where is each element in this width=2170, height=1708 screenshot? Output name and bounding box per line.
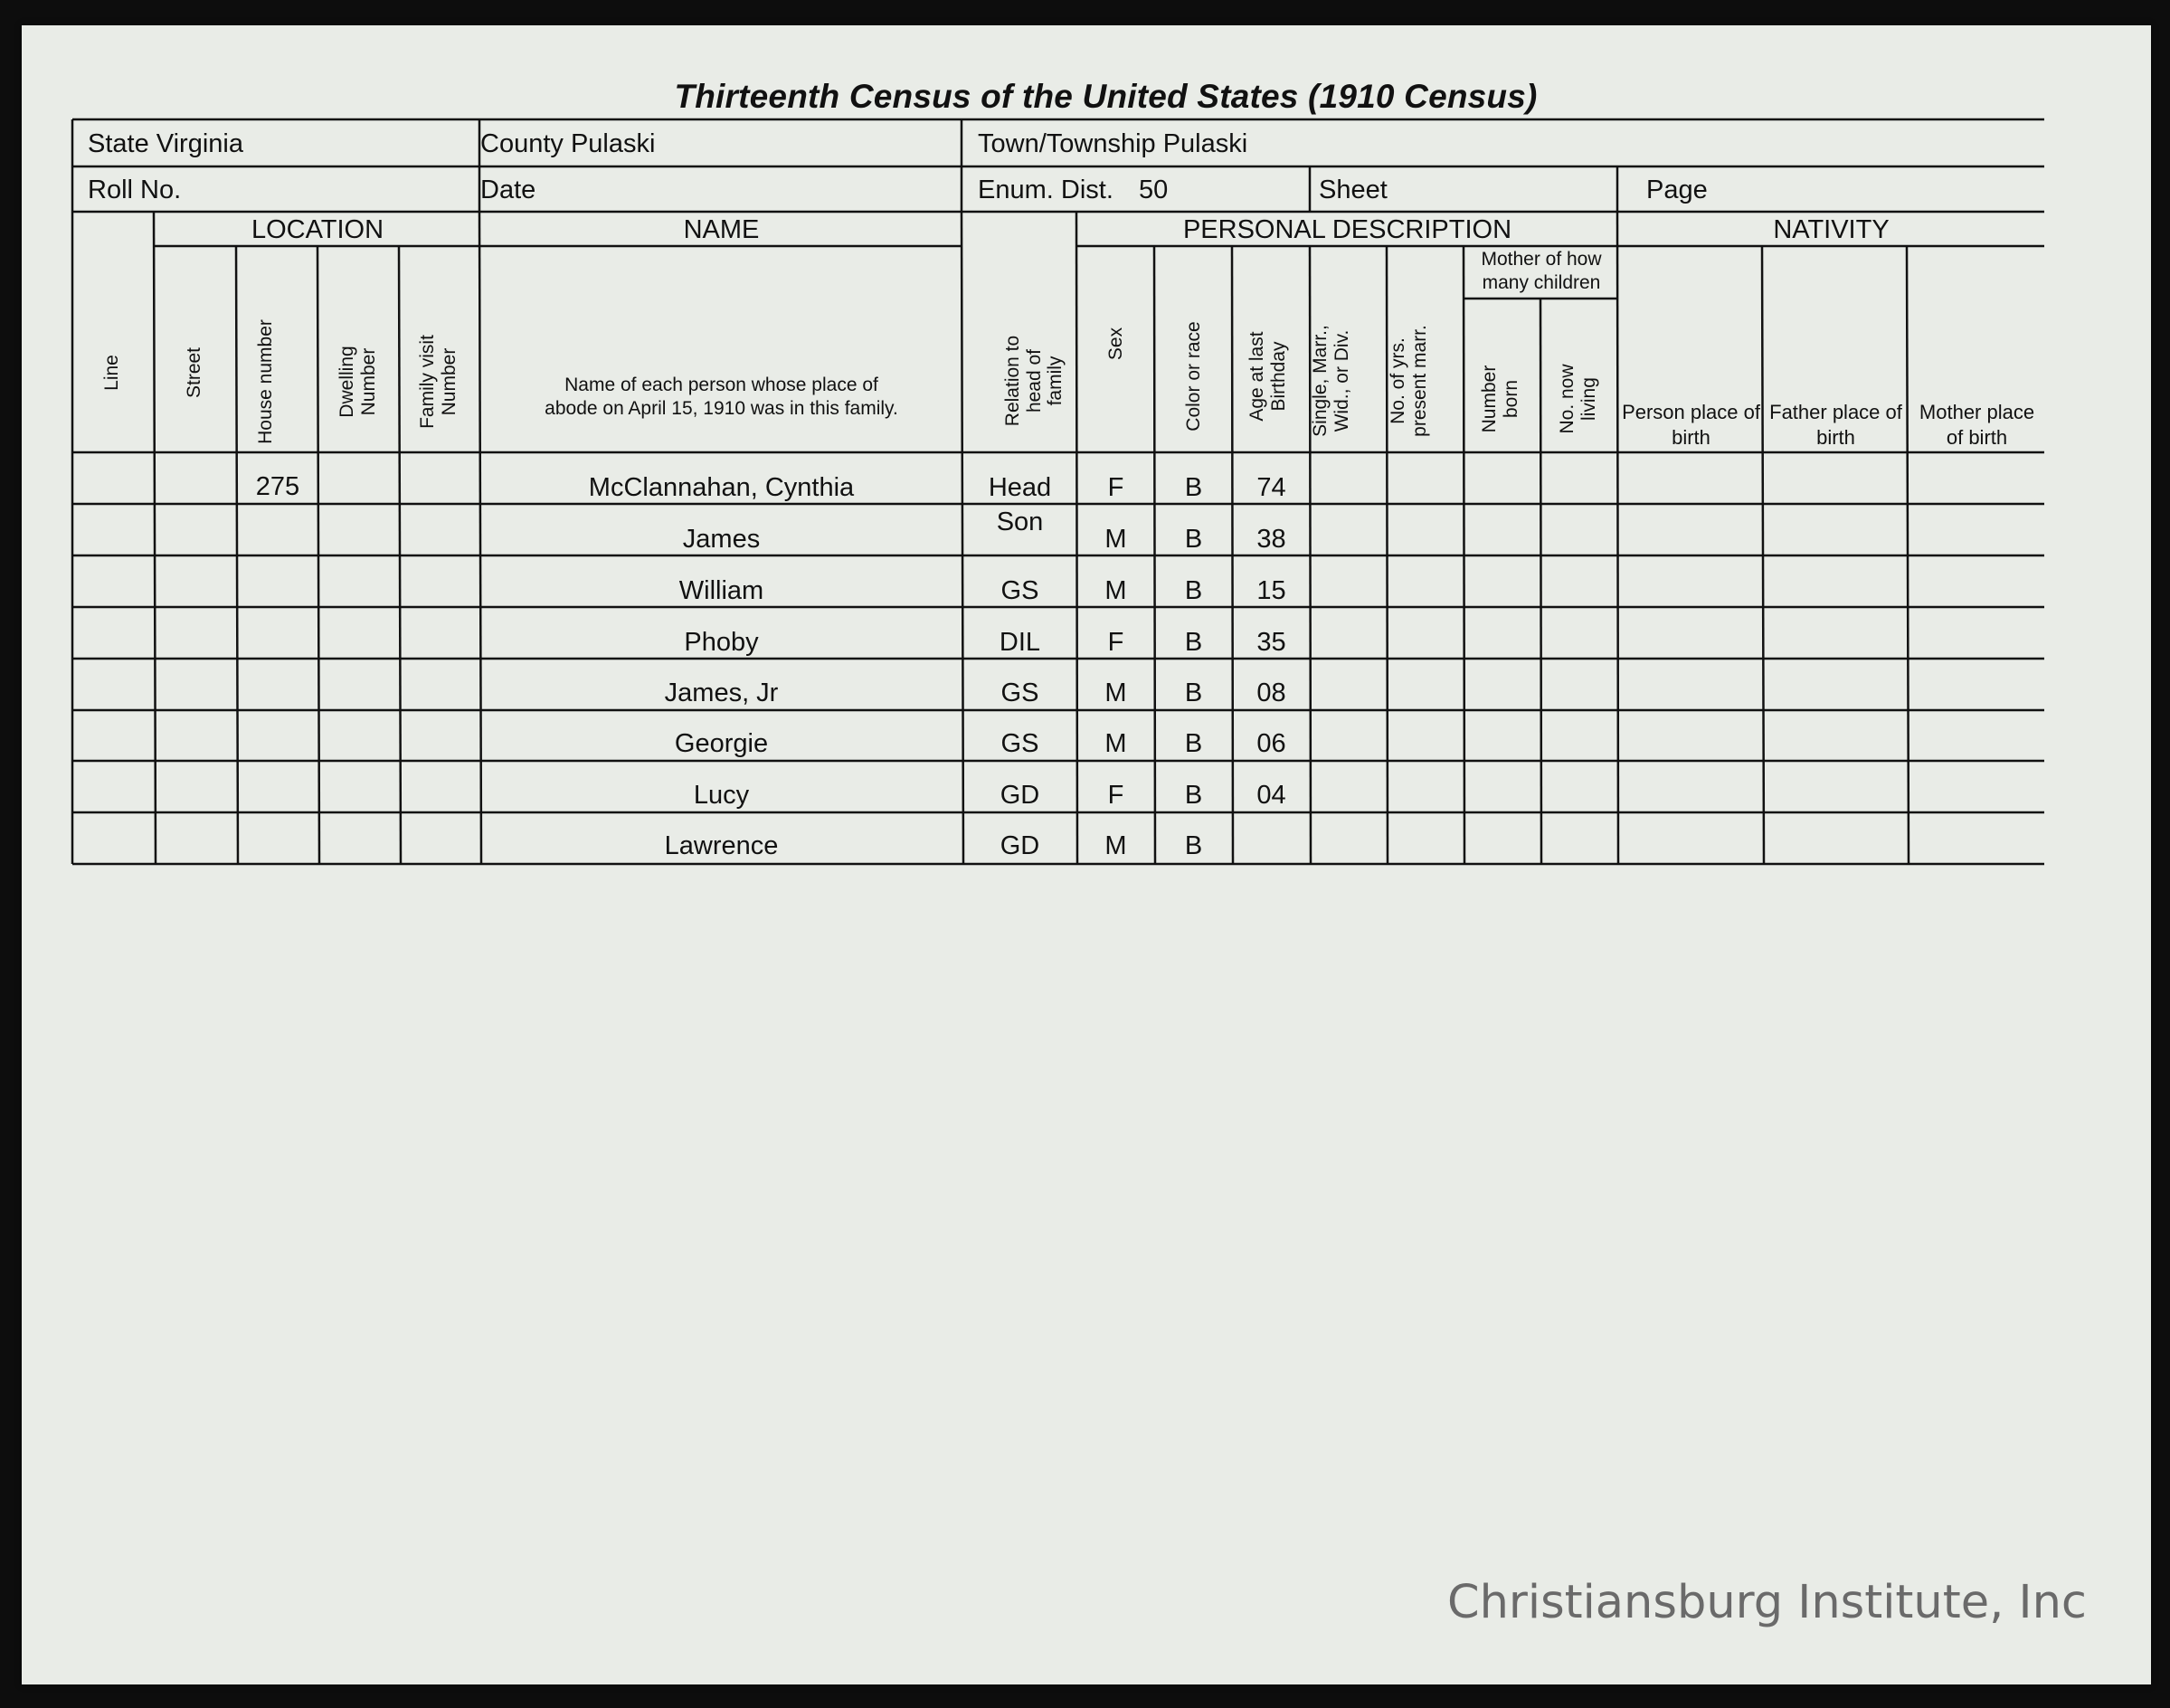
county-field: County Pulaski	[480, 129, 656, 158]
sex-cell: M	[1104, 831, 1127, 860]
sex-cell: M	[1104, 576, 1127, 605]
father-birthplace-header: Father place of birth	[1769, 401, 1902, 449]
sex-column-header: Sex	[1105, 327, 1126, 361]
enum-dist-value: 50	[1139, 176, 1169, 204]
sex-cell: M	[1104, 525, 1127, 554]
page-field: Page	[1646, 176, 1708, 204]
sex-cell: M	[1104, 729, 1127, 758]
person-name-cell: McClannahan, Cynthia	[588, 473, 855, 502]
race-column-header: Color or race	[1183, 321, 1204, 432]
race-cell: B	[1184, 576, 1203, 605]
house-number-cell: 275	[255, 472, 300, 501]
age-cell: 74	[1256, 473, 1286, 502]
relation-cell: DIL	[999, 628, 1041, 657]
enum-dist-label: Enum. Dist.	[978, 176, 1113, 204]
age-column-header: Age at last Birthday	[1246, 331, 1289, 422]
dwelling-number-column-header: Dwelling Number	[336, 346, 379, 418]
personal-description-header: PERSONAL DESCRIPTION	[1182, 215, 1512, 244]
now-living-column-header: No. now living	[1557, 364, 1599, 434]
relation-cell: GS	[1000, 576, 1039, 605]
race-cell: B	[1184, 781, 1203, 810]
nativity-header: NATIVITY	[1773, 215, 1890, 244]
name-column-header: Name of each person whose place of abode on April 15, 1910 was in this family.	[545, 375, 898, 420]
marital-status-column-header: Single, Marr., Wid., or Div.	[1310, 325, 1352, 437]
house-number-column-header: House number	[255, 319, 276, 444]
relation-cell: GD	[1000, 831, 1040, 860]
family-visit-column-header: Family visit Number	[417, 335, 460, 429]
form-title: Thirteenth Census of the United States (1910 Census)	[674, 78, 1538, 115]
watermark: Christiansburg Institute, Inc	[1447, 1576, 2087, 1629]
sex-cell: F	[1107, 628, 1124, 657]
race-cell: B	[1184, 678, 1203, 707]
relation-cell: GS	[1000, 729, 1039, 758]
age-cell: 06	[1256, 729, 1286, 758]
mother-birthplace-header: Mother place of birth	[1919, 401, 2035, 449]
number-born-column-header: Number born	[1479, 365, 1521, 433]
race-cell: B	[1184, 473, 1203, 502]
person-name-cell: James	[682, 525, 761, 554]
state-field: State Virginia	[88, 129, 243, 158]
street-column-header: Street	[184, 346, 204, 399]
date-field: Date	[480, 176, 536, 204]
age-cell: 38	[1256, 525, 1286, 554]
sex-cell: F	[1107, 473, 1124, 502]
relation-cell: GS	[1000, 678, 1039, 707]
race-cell: B	[1184, 628, 1203, 657]
sex-cell: M	[1104, 678, 1127, 707]
person-name-cell: Georgie	[674, 729, 769, 758]
age-cell: 15	[1256, 576, 1286, 605]
line-column-header: Line	[101, 355, 122, 391]
age-cell: 04	[1256, 781, 1286, 810]
relation-column-header: Relation to head of family	[1002, 335, 1066, 427]
town-field: Town/Township Pulaski	[978, 129, 1248, 158]
location-section-header: LOCATION	[251, 215, 384, 244]
relation-cell: GD	[1000, 781, 1040, 810]
race-cell: B	[1184, 525, 1203, 554]
roll-field: Roll No.	[88, 176, 182, 204]
person-name-cell: Phoby	[684, 628, 759, 657]
age-cell: 08	[1256, 678, 1286, 707]
person-birthplace-header: Person place of birth	[1622, 401, 1760, 449]
mother-children-header: Mother of how many children	[1481, 249, 1602, 294]
person-name-cell: Lawrence	[664, 831, 779, 860]
person-name-cell: William	[678, 576, 764, 605]
sheet-field: Sheet	[1319, 176, 1388, 204]
race-cell: B	[1184, 831, 1203, 860]
name-section-header: NAME	[683, 215, 760, 244]
age-cell: 35	[1256, 628, 1286, 657]
person-name-cell: James, Jr	[664, 678, 779, 707]
sex-cell: F	[1107, 781, 1124, 810]
person-name-cell: Lucy	[693, 781, 750, 810]
race-cell: B	[1184, 729, 1203, 758]
relation-cell: Head	[988, 473, 1052, 502]
relation-cell: Son	[996, 508, 1044, 536]
years-married-column-header: No. of yrs. present marr.	[1388, 325, 1430, 437]
